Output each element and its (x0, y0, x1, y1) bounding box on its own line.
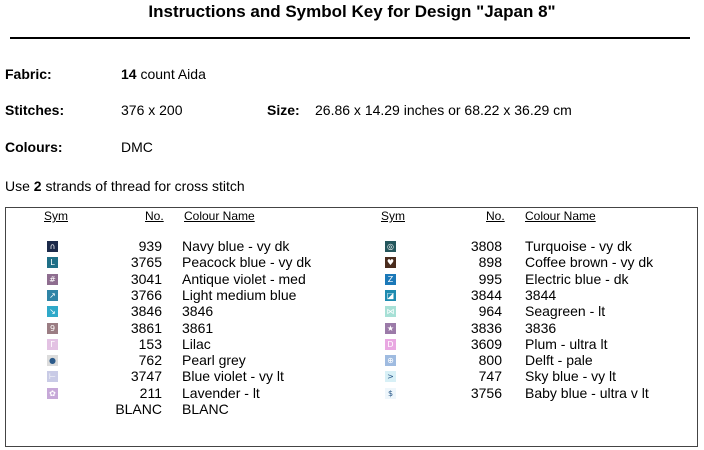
z-symbol-icon: Z (385, 274, 396, 285)
key-row (0, 254, 654, 271)
colour-name: 3844 (525, 286, 557, 303)
arrow-symbol-icon: ↗ (47, 290, 58, 301)
fabric-label: Fabric: (5, 66, 52, 82)
colour-number: 3747 (130, 368, 162, 385)
colour-number: 939 (138, 238, 162, 254)
page-title: Instructions and Symbol Key for Design "Japan 8" (148, 2, 556, 21)
colour-name: Coffee brown - vy dk (525, 254, 654, 271)
key-row (0, 303, 606, 320)
colour-name: Lavender - lt (182, 384, 260, 401)
strands-pre: Use (5, 178, 30, 194)
colour-name: Peacock blue - vy dk (182, 254, 312, 271)
tee-symbol-icon: ⊢ (47, 371, 58, 382)
d-symbol-icon: D (385, 339, 396, 350)
colour-name: Light medium blue (182, 286, 297, 303)
bowtie-symbol-icon: ⋈ (386, 307, 395, 317)
colours-value: DMC (121, 139, 153, 155)
colour-number: 747 (478, 368, 502, 385)
colour-name: Baby blue - ultra v lt (525, 384, 649, 401)
colour-name: Electric blue - dk (525, 270, 629, 287)
header-no-right: No. (486, 209, 505, 223)
colour-number: 211 (139, 384, 162, 401)
colour-name: Pearl grey (182, 352, 246, 369)
colour-number: 800 (478, 352, 502, 369)
colour-name: Blue violet - vy lt (182, 368, 284, 385)
gamma-symbol-icon: Γ (47, 339, 58, 350)
flower-symbol-icon: ✿ (47, 388, 58, 399)
header-name-right: Colour Name (525, 209, 596, 223)
colour-name: Turquoise - vy dk (525, 238, 632, 254)
key-row (0, 319, 557, 337)
blank-symbol-icon (47, 404, 58, 415)
colour-number: 3836 (470, 319, 502, 336)
hash-symbol-icon: # (47, 274, 58, 285)
key-row (0, 401, 320, 418)
colour-name: Plum - ultra lt (525, 335, 608, 352)
colour-number: 995 (478, 270, 502, 287)
size-label: Size: (267, 102, 300, 118)
dollar-symbol-icon: $ (385, 388, 396, 399)
colour-name: Sky blue - vy lt (525, 368, 617, 385)
key-row (0, 368, 617, 385)
colour-number: 3844 (470, 286, 502, 303)
colour-name: Seagreen - lt (525, 303, 606, 320)
colour-name: Lilac (182, 335, 211, 352)
colour-number: 3766 (130, 286, 162, 303)
key-row (0, 335, 608, 353)
colour-number: 3846 (130, 303, 162, 320)
colour-number: 762 (138, 352, 162, 369)
colour-name: Antique violet - med (182, 270, 306, 287)
header-sym-right: Sym (381, 209, 405, 223)
dot-symbol-icon: ● (47, 355, 58, 366)
key-row (0, 286, 557, 304)
size-value: 26.86 x 14.29 inches or 68.22 x 36.29 cm (315, 102, 572, 118)
colour-name: Delft - pale (525, 352, 593, 369)
strands-count: 2 (33, 178, 42, 194)
fabric-value (121, 66, 206, 82)
colour-number: 3756 (470, 384, 502, 401)
header-no-left: No. (145, 209, 164, 223)
colour-number: 3609 (470, 335, 502, 352)
corner-symbol-icon: L (47, 257, 58, 268)
colour-name: Navy blue - vy dk (182, 238, 290, 254)
plus-circle-symbol-icon: ⊕ (385, 355, 396, 366)
heart-symbol-icon: ♥ (386, 258, 395, 268)
colour-number: 3808 (470, 238, 502, 254)
stitches-label: Stitches: (5, 102, 65, 118)
colour-number: 898 (478, 254, 502, 271)
colour-number: 3765 (130, 254, 162, 271)
key-row (0, 352, 593, 369)
title-divider (10, 37, 690, 39)
colour-number: 3041 (130, 270, 162, 287)
colour-name: 3861 (182, 319, 214, 336)
colour-name: 3836 (525, 319, 557, 336)
colour-number: BLANC (115, 401, 162, 417)
colour-number: 964 (478, 303, 502, 320)
colour-number: 3861 (130, 319, 162, 336)
arch-symbol-icon: ∩ (47, 241, 58, 252)
key-row (0, 238, 632, 255)
colour-name: 3846 (182, 303, 214, 320)
target-symbol-icon: ◎ (385, 241, 396, 252)
key-row (0, 384, 649, 402)
nine-symbol-icon: 9 (47, 323, 58, 334)
strands-instruction (5, 178, 245, 194)
stitches-value: 376 x 200 (121, 102, 183, 118)
strands-post: strands of thread for cross stitch (45, 178, 245, 194)
arrow-down-symbol-icon: ↘ (47, 306, 58, 317)
header-sym-left: Sym (44, 209, 68, 223)
colour-name: BLANC (182, 401, 229, 417)
colour-number: 153 (138, 335, 162, 352)
diagonal-symbol-icon: ◪ (386, 290, 395, 300)
greater-than-symbol-icon: > (385, 371, 396, 382)
star-symbol-icon: ★ (386, 323, 395, 333)
fabric-type: count Aida (140, 66, 206, 82)
key-row (0, 270, 629, 288)
header-name-left: Colour Name (184, 209, 255, 223)
colours-label: Colours: (5, 139, 63, 155)
fabric-count: 14 (121, 66, 137, 82)
